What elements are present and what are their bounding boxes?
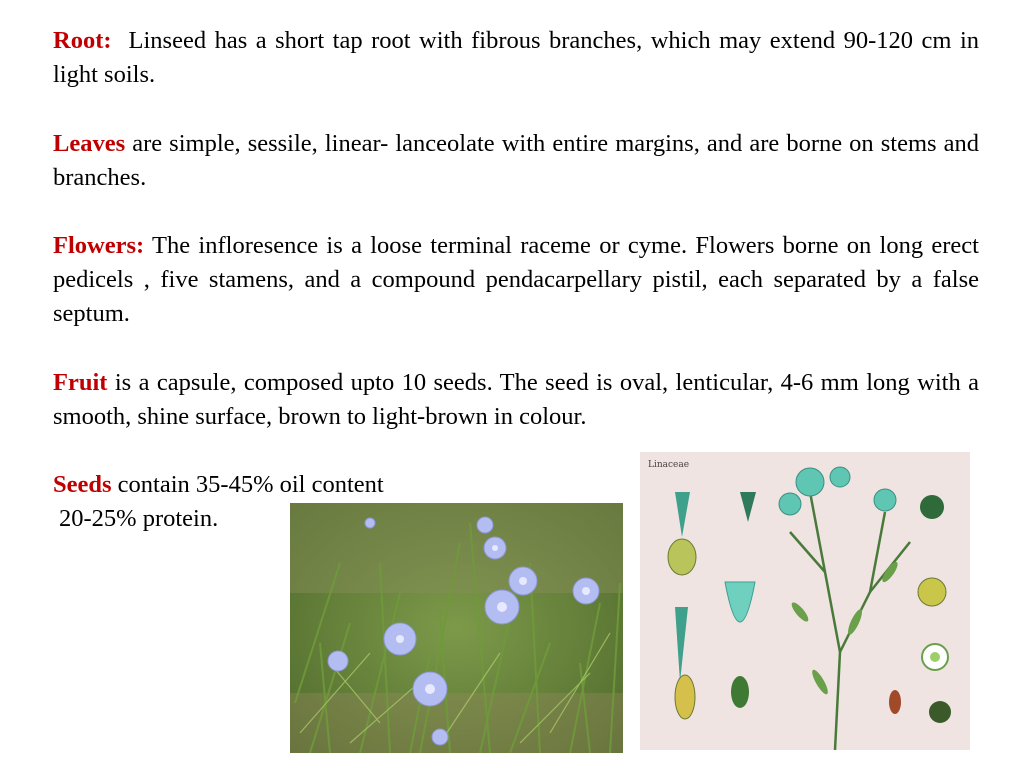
seeds-protein-text: 20-25% protein. bbox=[59, 505, 219, 532]
flowers-paragraph bbox=[53, 229, 979, 331]
fruit-text: is a capsule, composed upto 10 seeds. The seed is oval, lenticular, 4-6 mm long with a smooth, shine surface, brown to light-brown in colour. bbox=[53, 369, 980, 430]
leaves-paragraph bbox=[53, 127, 979, 195]
leaves-term: Leaves bbox=[53, 130, 126, 157]
plate-title: Linaceae bbox=[648, 460, 690, 470]
flowers-term: Flowers: bbox=[53, 232, 145, 259]
fruit-term: Fruit bbox=[53, 369, 108, 396]
flax-field-image bbox=[290, 503, 623, 753]
seeds-text: contain 35-45% oil content bbox=[117, 471, 384, 498]
root-term: Root: bbox=[53, 27, 112, 54]
root-paragraph bbox=[53, 24, 979, 92]
root-text: Linseed has a short tap root with fibrous branches, which may extend 90-120 cm in light soils. bbox=[53, 27, 979, 88]
flax-botanical-plate bbox=[640, 452, 970, 750]
seeds-term: Seeds bbox=[53, 471, 112, 498]
leaves-text: are simple, sessile, linear- lanceolate with entire margins, and are borne on stems and branches. bbox=[53, 130, 980, 191]
botanical-illustration bbox=[640, 452, 970, 750]
flowers-text: The infloresence is a loose terminal raceme or cyme. Flowers borne on long erect pedicels , five stamens, and a compound pendacarpellary pistil, each separated by a false septum. bbox=[53, 232, 979, 327]
fruit-paragraph bbox=[53, 366, 979, 434]
flax-field-photo bbox=[290, 503, 623, 753]
